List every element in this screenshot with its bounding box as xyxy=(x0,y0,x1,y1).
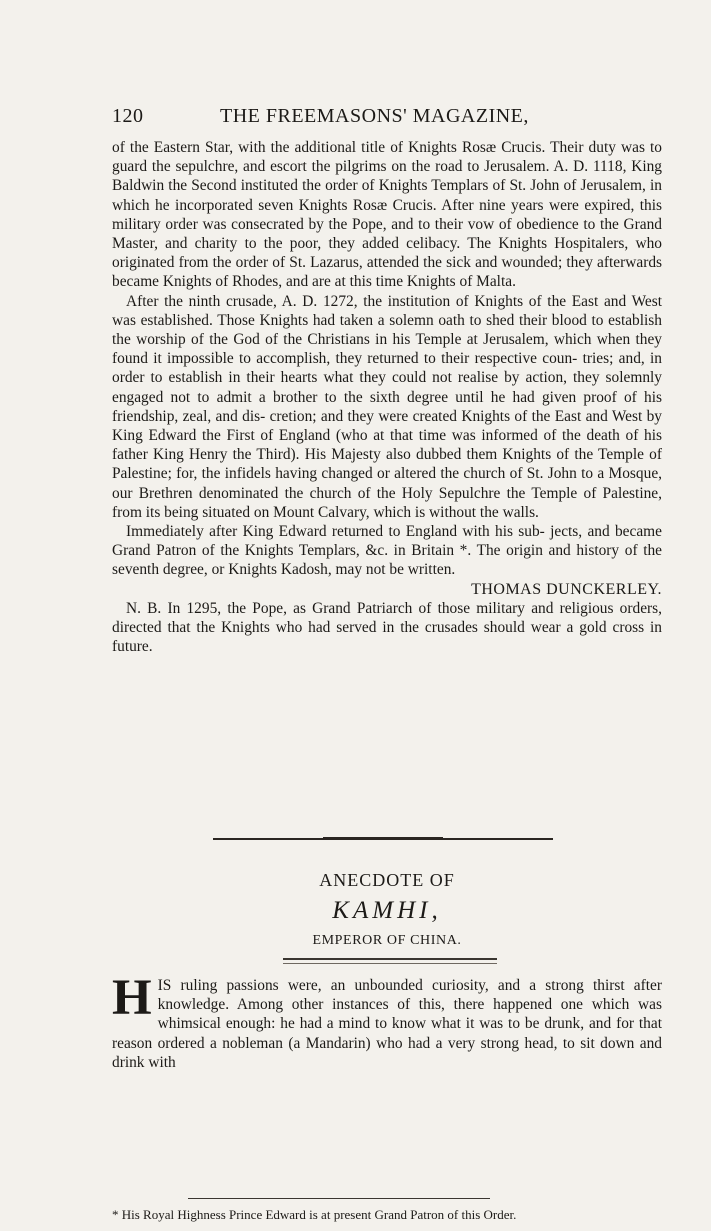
text-line: added celibacy. The Knights Hospitalers, who originated from the xyxy=(112,235,662,272)
text-line: tries; and, in order to establish in their hearts what they could not xyxy=(112,350,662,387)
text-line: without the walls. xyxy=(429,503,539,521)
anecdote-title: ANECDOTE OF xyxy=(319,870,455,890)
text-line: Kadosh, may not be written. xyxy=(280,561,456,579)
text-line: sixth degree until he had given proof of his friendship, zeal, and dis- xyxy=(112,388,662,425)
paragraph-3 xyxy=(112,522,662,580)
text-line: solemn oath to shed their blood to establish the worship of the God of xyxy=(112,311,662,349)
text-line: realise by action, they solemnly engaged not to admit a brother to the xyxy=(112,369,662,406)
page-number: 120 xyxy=(112,105,144,127)
text-line: cretion; and they were created Knights of the East and West by xyxy=(269,407,662,425)
text-line: Their duty was to guard the sepulchre, and escort the pilgrims on the xyxy=(112,139,663,176)
heading-rule xyxy=(283,958,497,960)
drop-cap: H xyxy=(112,970,152,1026)
text-line: the Christians in his Temple at Jerusalem, which when they found xyxy=(112,331,662,368)
text-line: vow of obedience to the Grand Master, and charity to the poor, they xyxy=(112,215,662,253)
text-line: of the death of his father King Henry the Third). His Majesty also xyxy=(112,427,662,464)
footnote-rule xyxy=(188,1198,490,1199)
magazine-title: THE FREEMASONS' MAGAZINE, xyxy=(220,105,529,127)
text-line: order of St. Lazarus, attended the sick and wounded; they afterwards xyxy=(235,254,663,272)
text-line: happened one which was whimsical enough: he had a mind to know xyxy=(157,996,662,1033)
text-line: and religious orders, directed that the Knights who had served in the xyxy=(112,599,662,637)
text-line: Britain *. The origin and history of the seventh degree, or Knights xyxy=(112,542,662,579)
text-line: of Palestine, from its being situated on Mount Calvary, which is xyxy=(112,484,662,521)
text-line: of the Eastern Star, with the additional title of Knights Rosæ Crucis. xyxy=(112,139,546,156)
text-line: became Knights of Rhodes, and are at this time Knights of Malta. xyxy=(112,273,516,291)
text-line: After the ninth crusade, A. D. 1272, the institution of Knights of xyxy=(126,292,542,310)
text-line: having changed or altered the church of St. John to a Mosque, our xyxy=(112,465,662,502)
text-line: it impossible to accomplish, they returned to their respective coun- xyxy=(153,350,578,368)
text-line: Immediately after King Edward returned to England with his sub- xyxy=(126,523,545,541)
anecdote-name: KAMHI, xyxy=(332,897,442,924)
text-line: the East and West was established. Those Knights had taken a xyxy=(112,292,662,329)
text-line: dubbed them Knights of the Temple of Palestine; for, the infidels xyxy=(112,446,662,483)
text-line: the order of Knights Templars of St. John of Jerusalem, in which he xyxy=(112,177,662,214)
section-divider xyxy=(213,838,553,840)
text-line: Mandarin) who had a very strong head, to sit down and drink with xyxy=(112,1034,662,1071)
article-body xyxy=(112,138,662,656)
text-line: thirst after knowledge. Among other instances of this, there xyxy=(157,977,662,1014)
text-line: jects, and became Grand Patron of the Knights Templars, &c. in xyxy=(112,523,662,560)
text-line: N. B. In 1295, the Pope, as Grand Patriarch of those military xyxy=(126,599,525,617)
text-line: road to Jerusalem. A. D. 1118, King Baldwin the Second instituted xyxy=(112,158,663,195)
text-line: crusades should wear a gold cross in future. xyxy=(112,619,662,656)
text-line: King Edward the First of England (who at that time was informed xyxy=(112,427,538,445)
author-signature: THOMAS DUNCKERLEY. xyxy=(471,580,662,598)
text-line: expired, this military order was consecrated by the Pope, and to their xyxy=(112,196,663,233)
text-line: IS ruling passions were, an unbounded curiosity, and a strong xyxy=(157,977,584,994)
paragraph-1 xyxy=(112,138,662,292)
footnote: * His Royal Highness Prince Edward is at present Grand Patron of this Order. xyxy=(112,1207,517,1222)
anecdote-subtitle: EMPEROR OF CHINA. xyxy=(312,933,462,948)
paragraph-2 xyxy=(112,292,662,522)
text-line: Brethren denominated the church of the Holy Sepulchre the Temple xyxy=(138,484,578,502)
anecdote-body xyxy=(112,970,662,1072)
text-line: what it was to be drunk, and for that reason ordered a nobleman (a xyxy=(112,1015,662,1052)
text-line: incorporated seven Knights Rosæ Crucis. After nine years were xyxy=(175,196,579,214)
anecdote-heading xyxy=(112,870,662,949)
nota-bene xyxy=(112,599,662,657)
